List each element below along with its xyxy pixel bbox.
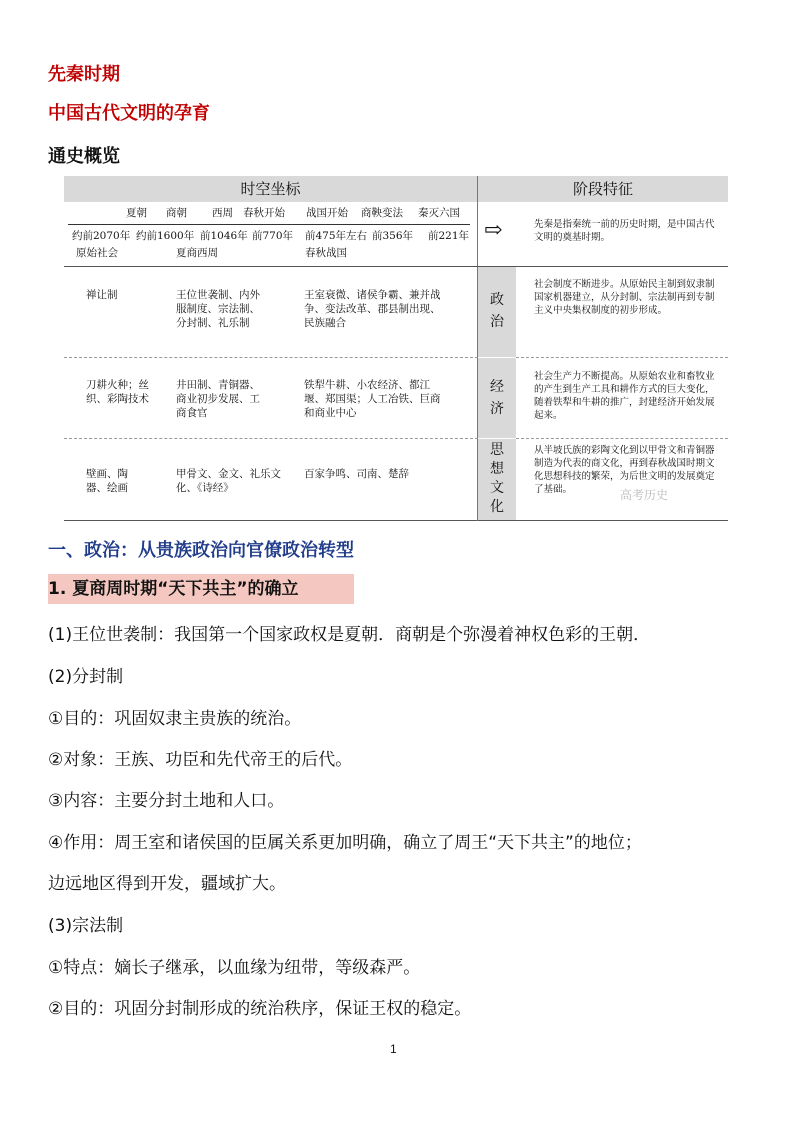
economy-feature: 社会生产力不断提高。从原始农业和畜牧业的产生到生产工具和耕作方式的巨大变化，随着铁犁和牛耕的推广，封建经济开始发展起来。 [534, 371, 715, 421]
subsection-title: 1. 夏商周时期“天下共主”的确立 [48, 574, 354, 604]
paragraph: ②对象：王族、功臣和先代帝王的后代。 [48, 750, 353, 770]
timeline-event: 秦灭六国 [418, 207, 460, 219]
header-stage-features: 阶段特征 [478, 176, 728, 202]
timeline-date: 前356年 [372, 230, 414, 242]
timeline-date: 前475年左右 [305, 230, 368, 242]
timeline-event: 商鞅变法 [361, 207, 403, 219]
politics-xia-shang-zhou: 王位世袭制、内外服制度、宗法制、分封制、礼乐制 [176, 289, 260, 329]
arrow-icon: ⇨ [484, 218, 503, 243]
timeline-event: 商朝 [166, 207, 187, 219]
page-number: 1 [390, 1042, 397, 1056]
timeline-date: 约前1600年 [136, 230, 195, 242]
paragraph: (3)宗法制 [48, 916, 124, 936]
timeline-date: 约前2070年 [72, 230, 131, 242]
politics-spring-autumn: 王室衰微、诸侯争霸、兼并战争、变法改革、郡县制出现、民族融合 [304, 289, 441, 329]
timeline-event: 战国开始 [306, 207, 348, 219]
section-title: 一、政治：从贵族政治向官僚政治转型 [48, 540, 354, 561]
row-label-economy [478, 358, 516, 438]
era-label: 夏商西周 [176, 247, 218, 259]
timeline-event: 春秋开始 [243, 207, 285, 219]
politics-primitive: 禅让制 [86, 289, 118, 301]
economy-spring-autumn: 铁犁牛耕、小农经济、都江堰、郑国渠；人工冶铁、巨商和商业中心 [304, 379, 441, 419]
paragraph: ③内容：主要分封土地和人口。 [48, 791, 285, 811]
row-label: 经济 [490, 379, 504, 417]
culture-feature: 从半坡氏族的彩陶文化到以甲骨文和青铜器制造为代表的商文化，再到春秋战国时期文化思想科技的繁荣，为后世文明的发展奠定了基础。 [534, 445, 715, 495]
paragraph: ②目的：巩固分封制形成的统治秩序，保证王权的稳定。 [48, 999, 472, 1019]
row-label-politics [478, 267, 516, 357]
paragraph: 边远地区得到开发，疆域扩大。 [48, 874, 286, 894]
period-heading: 先秦时期 [48, 64, 120, 85]
row-label: 思想文化 [490, 442, 504, 515]
paragraph: (1)王位世袭制：我国第一个国家政权是夏朝．商朝是个弥漫着神权色彩的王朝． [48, 625, 651, 645]
paragraph: (2)分封制 [48, 667, 124, 687]
watermark: 高考历史 [620, 488, 669, 502]
timeline-event: 夏朝 [126, 207, 147, 219]
civilization-heading: 中国古代文明的孕育 [48, 103, 210, 124]
row-label: 政治 [490, 292, 504, 330]
culture-primitive: 壁画、陶器、绘画 [86, 468, 128, 494]
economy-xia-shang-zhou: 井田制、青铜器、商业初步发展、工商食官 [176, 379, 260, 419]
header-time-space: 时空坐标 [64, 176, 477, 202]
row-label-culture [478, 439, 516, 520]
overview-heading: 通史概览 [48, 146, 120, 167]
paragraph: ①目的：巩固奴隶主贵族的统治。 [48, 709, 302, 729]
timeline-date: 前1046年 [200, 230, 248, 242]
timeline-event: 西周 [212, 207, 233, 219]
paragraph: ①特点：嫡长子继承，以血缘为纽带，等级森严。 [48, 958, 421, 978]
overview-table [64, 176, 728, 521]
culture-xia-shang-zhou: 甲骨文、金文、礼乐文化、《诗经》 [176, 468, 281, 494]
era-label: 春秋战国 [305, 247, 347, 259]
era-label: 原始社会 [76, 247, 118, 259]
timeline-date: 前770年 [252, 230, 294, 242]
economy-primitive: 刀耕火种；丝织、彩陶技术 [86, 379, 149, 405]
overview-feature: 先秦是指秦统一前的历史时期，是中国古代文明的奠基时期。 [534, 219, 715, 243]
politics-feature: 社会制度不断进步。从原始民主制到奴隶制国家机器建立，从分封制、宗法制再到专制主义中央集权制度的初步形成。 [534, 279, 715, 316]
culture-spring-autumn: 百家争鸣、司南、楚辞 [304, 468, 409, 480]
timeline-date: 前221年 [428, 230, 470, 242]
paragraph: ④作用：周王室和诸侯国的臣属关系更加明确，确立了周王“天下共主”的地位； [48, 833, 642, 853]
